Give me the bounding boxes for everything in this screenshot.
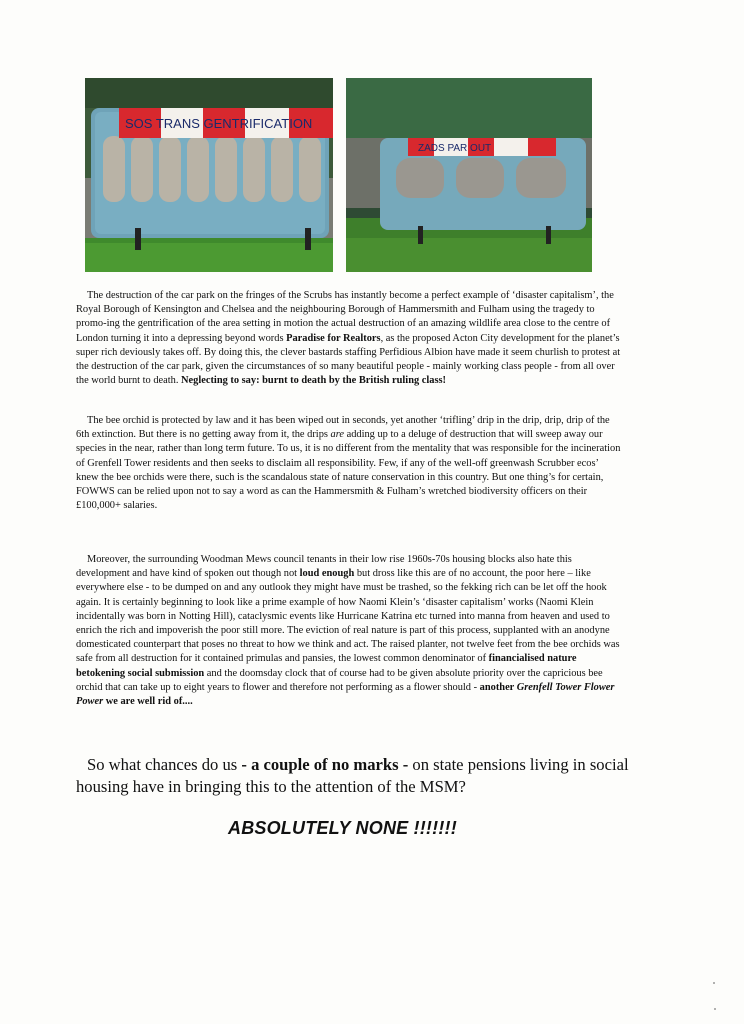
p2-italic-are: are	[330, 429, 344, 441]
p3-bold-rid: we are well rid of....	[103, 696, 193, 708]
p2-text-1: The bee orchid is protected by law and it has been wiped out in seconds, yet another ‘trifling’ drip in the drip, drip, drip of the 6th extinction. But there is no getting away from it, the drips	[76, 415, 610, 441]
closing-question	[76, 754, 636, 798]
sign-text-left: SOS TRANS GENTRIFICATION	[125, 116, 313, 131]
paragraph-bee-orchid	[76, 414, 621, 513]
scan-speck	[714, 1008, 716, 1010]
question-text-1: So what chances do us	[87, 755, 242, 774]
p1-text-2: , as the proposed Acton City development for the planet’s super rich deviously takes off. By doing this, the clever bastards staffing Perfidious Albion have made it seem churlish to protest at the destruction of the car park, given the circumstances of so many beautiful people - mainly working class people - from all over the world burnt to death.	[76, 332, 621, 387]
p3-bold-financialised: financialised nature betokening social submission	[76, 653, 577, 679]
paragraph-car-park-destruction	[76, 289, 621, 388]
barrier-photo-left-image	[85, 78, 333, 272]
paragraph-woodman-mews	[76, 553, 621, 709]
photo-barrier-left	[85, 78, 333, 272]
barrier-photo-right-image	[346, 78, 592, 272]
conclusion-heading: ABSOLUTELY NONE !!!!!!!	[228, 818, 457, 838]
p3-text-1: Moreover, the surrounding Woodman Mews council tenants in their low rise 1960s-70s housing blocks also hate this development and have kind of spoken out though not	[76, 554, 572, 580]
p3-bold-another: another	[479, 681, 517, 693]
p1-bold-neglecting: Neglecting to say: burnt to death by the British ruling class!	[181, 375, 447, 387]
question-text-2: on state pensions living in social housing have in bringing this to the attention of the MSM?	[76, 755, 629, 796]
question-bold-no-marks: - a couple of no marks -	[241, 755, 409, 774]
p3-bold-loud: loud enough	[299, 568, 355, 580]
photo-barrier-right	[346, 78, 592, 272]
p3-text-3: and the doomsday clock that of course had to be given absolute priority over the capricious bee orchid that can take up to eight years to flower and therefore not performing as a flower should -	[76, 667, 603, 693]
p2-text-2: adding up to a deluge of destruction that will sweep away our species in the near, rather than long term future. To us, it is no different from the mentality that was responsible for the incineration of Grenfell Tower residents and then seeks to disclaim all responsibility. Few, if any of the well-off greenwash Scrubber ecos’ knew the bee orchids were there, such is the scandalous state of nature conservation in this country. But one thing’s for certain, FOWWS can be relied upon not to say a word as can the Hammersmith & Fulham’s wretched biodiversity officers on their £100,000+ salaries.	[76, 429, 621, 512]
p3-bolditalic-grenfell: Grenfell Tower Flower Power	[76, 681, 615, 708]
sign-text-right: ZADS PAR OUT	[418, 143, 492, 154]
p1-bold-paradise: Paradise for Realtors	[286, 332, 381, 344]
p3-text-2: but dross like this are of no account, the poor here – like everywhere else - to be dumped on and any outlook they might have must be trashed, so the fekking rich can be let off the hook again. It is certainly beginning to look like a prime example of how Naomi Klein’s ‘disaster capitalism’ works (Naomi Klein incidentally was born in Notting Hill), cataclysmic events like Hurricane Katrina etc turned into manna from heaven and used to enrich the rich and impoverish the poor still more. The eviction of real nature is part of this process, supplanted with an anodyne domesticated counterpart that poses no threat to how we think and act. The raised planter, not twelve feet from the bee orchids was safe from all destruction for it contained primulas and pansies, the lowest common denominator of	[76, 568, 620, 665]
p1-text-1: The destruction of the car park on the fringes of the Scrubs has instantly become a perfect example of ‘disaster capitalism’, the Royal Borough of Kensington and Chelsea and the neighbouring Borough of Hammersmith and Fulham using the tragedy to promo-ing the gentrification of the area setting in motion the actual destruction of an amazing wildlife area close to the centre of London turning it into a depressing beyond words	[76, 290, 614, 344]
scan-speck	[713, 982, 715, 984]
